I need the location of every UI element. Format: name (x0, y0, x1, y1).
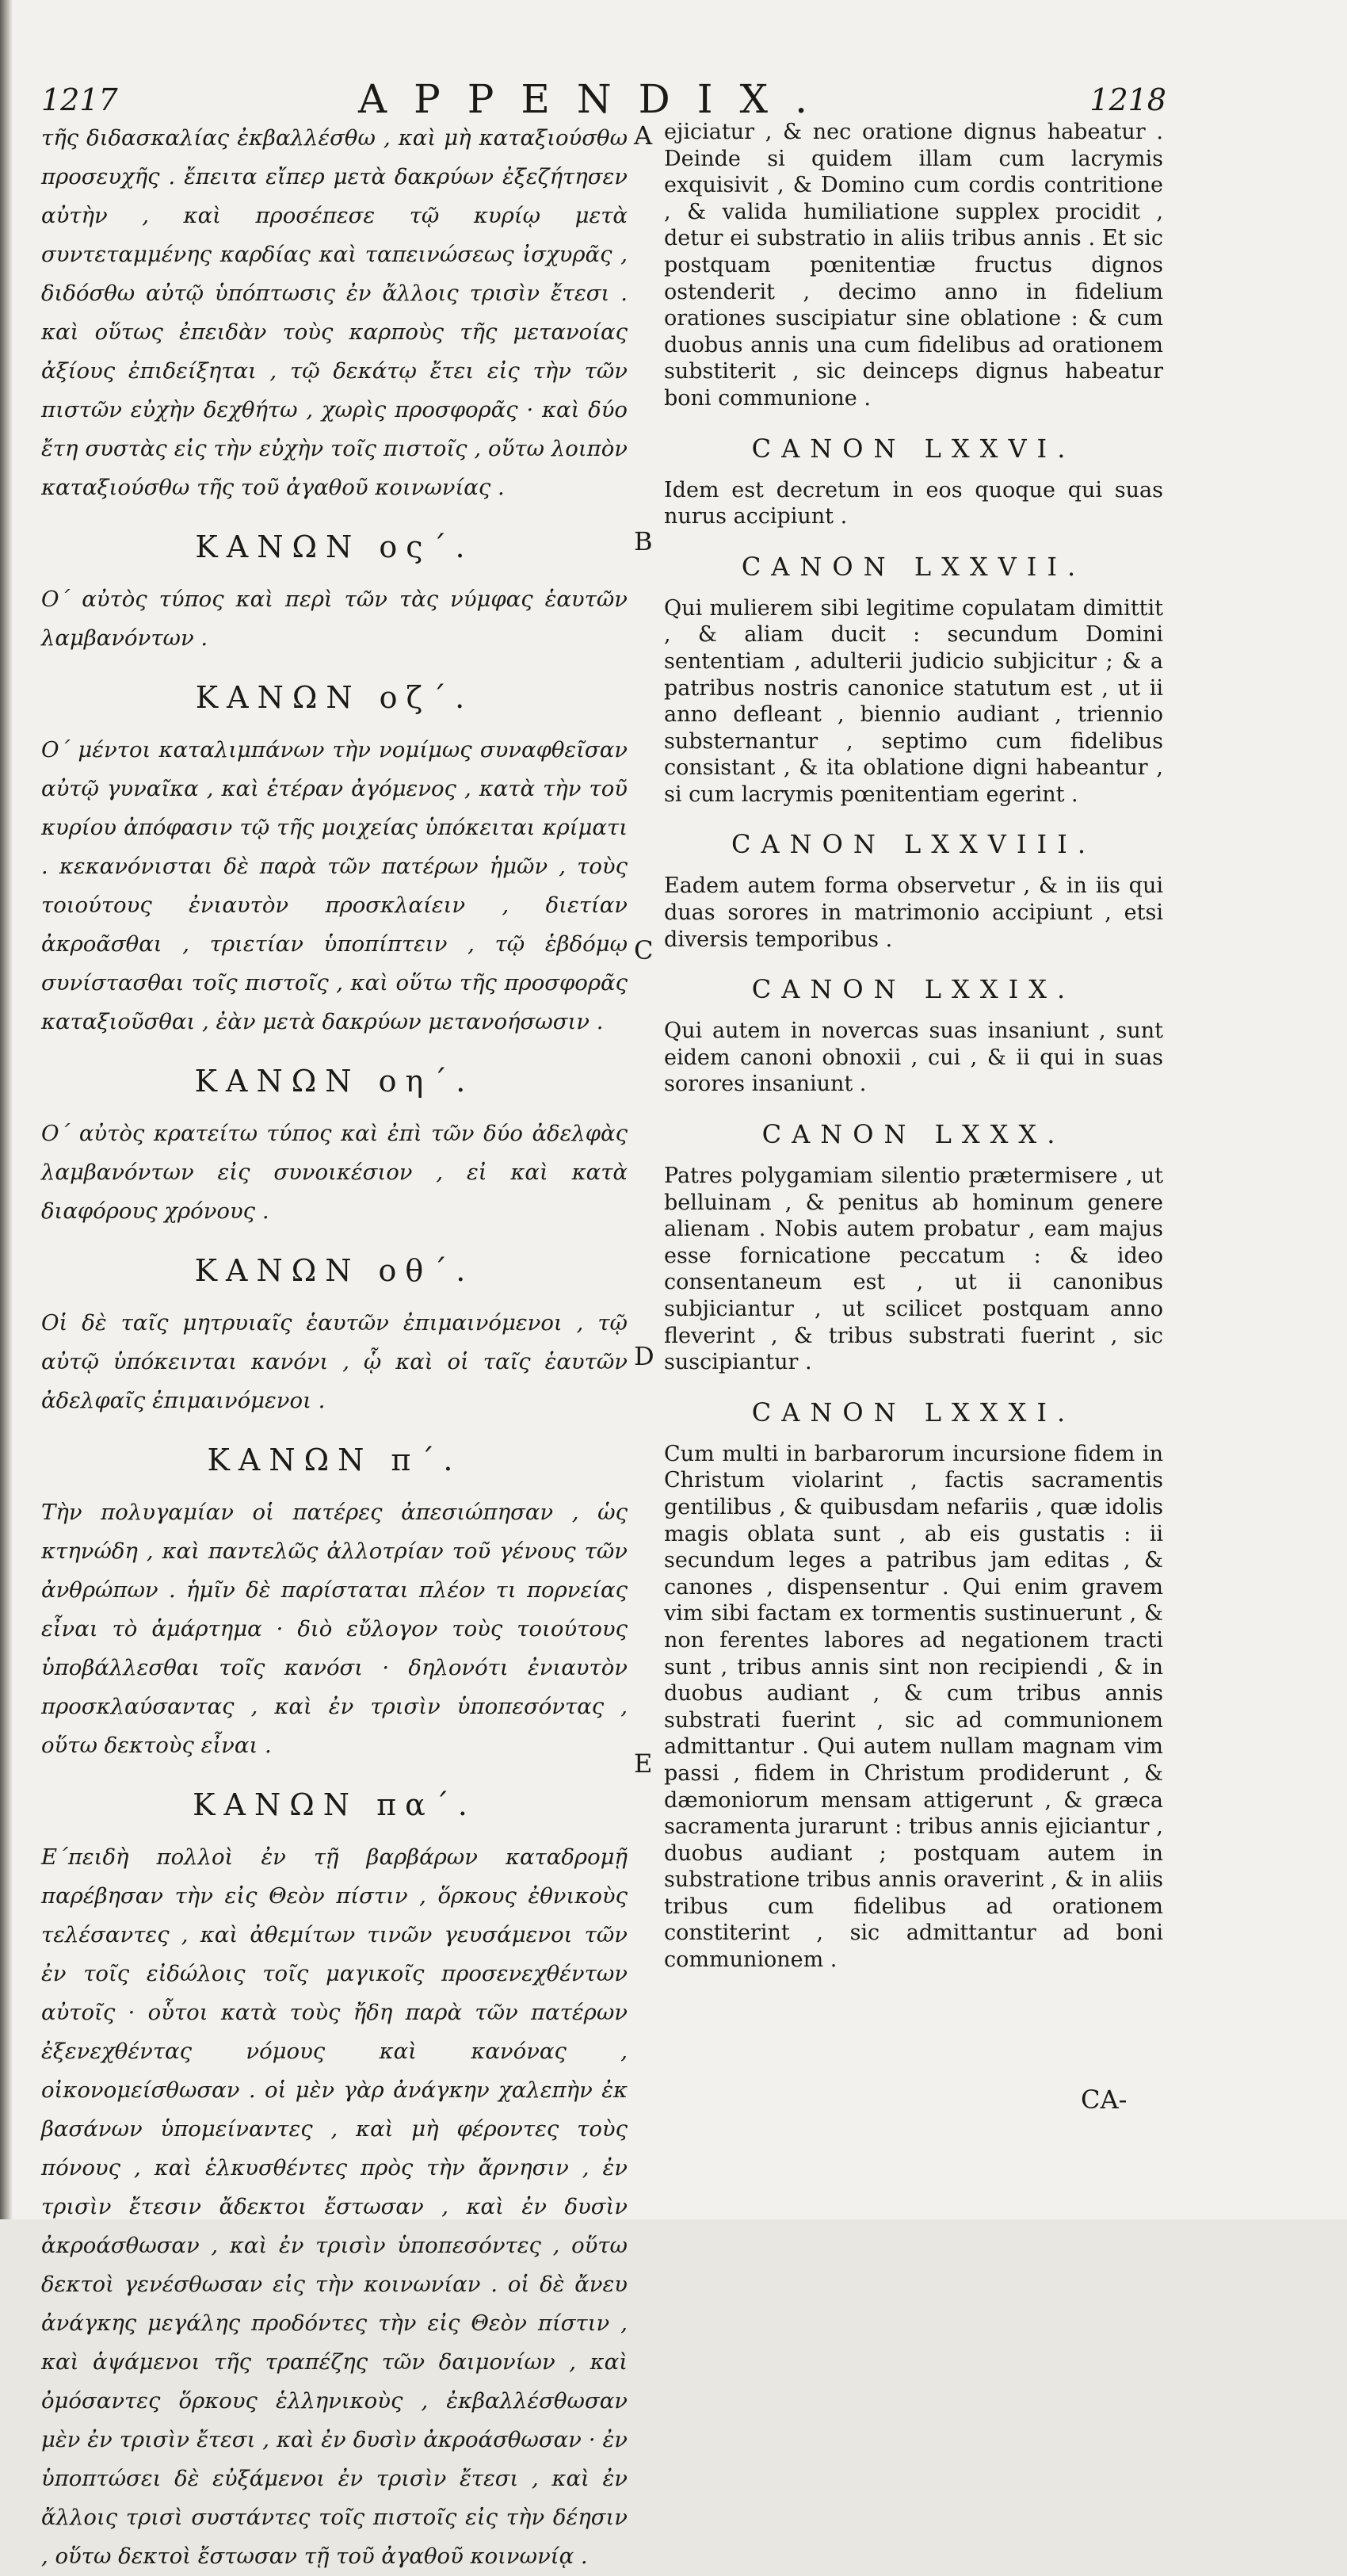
greek-text-block: Τὴν πολυγαμίαν οἱ πατέρες ἀπεσιώπησαν , ὡς κτηνώδη , καὶ παντελῶς ἀλλοτρίαν τοῦ γένους τῶν ἀνθρώπων . ἡμῖν δὲ παρίσταται πλέον τι πορνείας εἶναι τὸ ἁμάρτημα · διὸ εὔλογον τοὺς τοιούτους ὑποβάλλεσθαι τοῖς κανόσι · δηλονότι ἐνιαυτὸν προσκλαύσαντας , καὶ ἐν τρισὶν ὑποπεσόντας , οὕτω δεκτοὺς εἶναι . (41, 1500, 628, 1758)
margin-marker-a: A (634, 120, 653, 151)
running-header (41, 76, 1166, 124)
margin-marker-d: D (634, 1341, 654, 1371)
latin-text-block: ejiciatur , & nec oratione dignus habeatur . Deinde si quidem illam cum lacrymis exquisivit , & Domino cum cordis contritione , & valida humiliatione supplex procidit , detur ei substratio in aliis tribus annis . Et sic postquam pœnitentiæ fructus dignos ostenderit , decimo anno in fidelium orationes suscipiatur sine oblatione : & cum duobus annis una cum fidelibus ad orationem substiterit , sic deinceps dignus habeatur boni communione . (664, 120, 1163, 411)
latin-canon-heading: CANON LXXVIII. (731, 829, 1096, 860)
latin-text-block: Eadem autem forma observetur , & in iis qui duas sorores in matrimonio accipiunt , etsi diversis temporibus . (664, 873, 1163, 952)
greek-canon-heading: ΚΑΝΩΝ πα´. (193, 1787, 476, 1822)
latin-canon-heading: CANON LXXX. (761, 1119, 1066, 1150)
greek-text-block: Ε´πειδὴ πολλοὶ ἐν τῇ βαρβάρων καταδρομῇ παρέβησαν τὴν εἰς Θεὸν πίστιν , ὅρκους ἐθνικοὺς τελέσαντες , καὶ ἀθεμίτων τινῶν γευσάμενοι τῶν ἐν τοῖς εἰδώλοις τοῖς μαγικοῖς προσενεχθέντων αὐτοῖς · οὗτοι κατὰ τοὺς ἤδη παρὰ τῶν πατέρων ἐξενεχθέντας νόμους καὶ κανόνας , οἰκονομείσθωσαν . οἱ μὲν γὰρ ἀνάγκην χαλεπὴν ἐκ βασάνων ὑπομείναντες , καὶ μὴ φέροντες τοὺς πόνους , καὶ ἑλκυσθέντες πρὸς τὴν ἄρνησιν , ἐν τρισὶν ἔτεσιν ἄδεκτοι ἔστωσαν , καὶ ἐν δυσὶν ἀκροάσθωσαν , καὶ ἐν τρισὶν ὑποπεσόντες , οὕτω δεκτοὶ γενέσθωσαν εἰς τὴν κοινωνίαν . οἱ δὲ ἄνευ ἀνάγκης μεγάλης προδόντες τὴν εἰς Θεὸν πίστιν , καὶ ἁψάμενοι τῆς τραπέζης τῶν δαιμονίων , καὶ ὀμόσαντες ὅρκους ἑλληνικοὺς , ἐκβαλλέσθωσαν μὲν ἐν τρισὶν ἔτεσι , καὶ ἐν δυσὶν ἀκροάσθωσαν · ἐν ὑποπτώσει δὲ εὐξάμενοι ἐν τρισὶν ἔτεσι , καὶ ἐν ἄλλοις τρισὶ συστάντες τοῖς πιστοῖς εἰς τὴν δέησιν , οὕτω δεκτοὶ ἔστωσαν τῇ τοῦ ἀγαθοῦ κοινωνίᾳ . (41, 1844, 628, 2569)
greek-text-block: Ο´ αὐτὸς κρατείτω τύπος καὶ ἐπὶ τῶν δύο ἀδελφὰς λαμβανόντων εἰς συνοικέσιον , εἰ καὶ κατὰ διαφόρους χρόνους . (41, 1121, 628, 1224)
latin-canon-heading: CANON LXXVII. (741, 551, 1086, 582)
greek-canon-heading: ΚΑΝΩΝ οη´. (194, 1064, 475, 1099)
margin-marker-b: B (634, 526, 653, 556)
latin-canon-heading: CANON LXXIX. (751, 974, 1076, 1005)
greek-canon-heading: ΚΑΝΩΝ οζ´. (195, 680, 474, 715)
greek-canon-heading: ΚΑΝΩΝ ος´. (195, 529, 474, 564)
greek-text-block: τῆς διδασκαλίας ἐκβαλλέσθω , καὶ μὴ καταξιούσθω προσευχῆς . ἔπειτα εἴπερ μετὰ δακρύων ἐξεζήτησεν αὐτὴν , καὶ προσέπεσε τῷ κυρίῳ μετὰ συντεταμμένης καρδίας καὶ ταπεινώσεως ἰσχυρᾶς , διδόσθω αὐτῷ ὑπόπτωσις ἐν ἄλλοις τρισὶν ἔτεσι . καὶ οὕτως ἐπειδὰν τοὺς καρποὺς τῆς μετανοίας ἀξίους ἐπιδείξηται , τῷ δεκάτῳ ἔτει εἰς τὴν τῶν πιστῶν εὐχὴν δεχθήτω , χωρὶς προσφορᾶς · καὶ δύο ἔτη συστὰς εἰς τὴν εὐχὴν τοῖς πιστοῖς , οὕτω λοιπὸν καταξιούσθω τῆς τοῦ ἀγαθοῦ κοινωνίας . (41, 125, 628, 500)
left-page-number: 1217 (41, 82, 118, 117)
latin-text-block: Idem est decretum in eos quoque qui suas nurus accipiunt . (664, 477, 1163, 529)
latin-column (664, 119, 1163, 1974)
catchword: CA- (1081, 2085, 1128, 2115)
right-page-number: 1218 (1089, 82, 1166, 117)
latin-canon-heading: CANON LXXXI. (751, 1397, 1076, 1428)
greek-canon-heading: ΚΑΝΩΝ π´. (207, 1443, 462, 1477)
latin-text-block: Qui mulierem sibi legitime copulatam dimittit , & aliam ducit : secundum Domini sententiam , adulterii judicio subjicitur ; & a patribus nostris canonice statutum est , ut ii anno defleant , biennio audiant , triennio substernantur , septimo cum fidelibus consistant , & ita oblatione digni habeantur , si cum lacrymis pœnitentiam egerint . (664, 595, 1163, 807)
margin-marker-c: C (634, 935, 654, 965)
latin-text-block: Patres polygamiam silentio prætermisere , ut belluinam , & penitus ab hominum genere alienam . Nobis autem probatur , eam majus esse fornicatione peccatum : & ideo consentaneum est , ut ii canonibus subjiciantur , ut scilicet postquam anno fleverint , & tribus substrati fuerint , sic suscipiantur . (664, 1164, 1163, 1375)
latin-text-block: Qui autem in novercas suas insaniunt , sunt eidem canoni obnoxii , cui , & ii qui in suas sorores insaniunt . (664, 1019, 1163, 1097)
greek-canon-heading: ΚΑΝΩΝ οθ´. (194, 1253, 475, 1288)
greek-text-block: Οἱ δὲ ταῖς μητρυιαῖς ἑαυτῶν ἐπιμαινόμενοι , τῷ αὐτῷ ὑπόκεινται κανόνι , ᾧ καὶ οἱ ταῖς ἑαυτῶν ἀδελφαῖς ἐπιμαινόμενοι . (41, 1310, 628, 1413)
running-title: APPENDIX. (358, 76, 834, 122)
greek-text-block: Ο´ αὐτὸς τύπος καὶ περὶ τῶν τὰς νύμφας ἑαυτῶν λαμβανόντων . (41, 587, 628, 651)
latin-canon-heading: CANON LXXVI. (751, 433, 1076, 464)
greek-column (41, 119, 628, 2576)
greek-text-block: Ο´ μέντοι καταλιμπάνων τὴν νομίμως συναφθεῖσαν αὐτῷ γυναῖκα , καὶ ἑτέραν ἀγόμενος , κατὰ τὴν τοῦ κυρίου ἀπόφασιν τῷ τῆς μοιχείας ὑπόκειται κρίματι . κεκανόνισται δὲ παρὰ τῶν πατέρων ἡμῶν , τοὺς τοιούτους ἐνιαυτὸν προσκλαίειν , διετίαν ἀκροᾶσθαι , τριετίαν ὑποπίπτειν , τῷ ἑβδόμῳ συνίστασθαι τοῖς πιστοῖς , καὶ οὕτω τῆς προσφορᾶς καταξιοῦσθαι , ἐὰν μετὰ δακρύων μετανοήσωσιν . (41, 737, 628, 1034)
latin-text-block: Cum multi in barbarorum incursione fidem in Christum violarint , factis sacramentis gentilibus , & quibusdam nefariis , quæ idolis magis oblata sunt , ab eis gustatis : ii secundum leges a patribus jam editas , & canones , dispensentur . Qui enim gravem vim sibi factam ex tormentis sustinuerunt , & non ferentes labores ad negationem tracti sunt , tribus annis sint non recipiendi , & in duobus audiant , & cum tribus annis substrati fuerint , sic ad communionem admittantur . Qui autem nullam magnam vim passi , fidem in Christum prodiderunt , & dæmoniorum mensam attigerunt , & græca sacramenta jurarunt : tribus annis ejiciantur , duobus audiant ; postquam autem in substratione tribus annis oraverint , & in aliis tribus cum fidelibus ad orationem constiterint , sic admittantur ad boni communionem . (664, 1441, 1163, 1973)
page-binding-shadow (0, 0, 13, 2219)
margin-marker-e: E (634, 1749, 653, 1779)
